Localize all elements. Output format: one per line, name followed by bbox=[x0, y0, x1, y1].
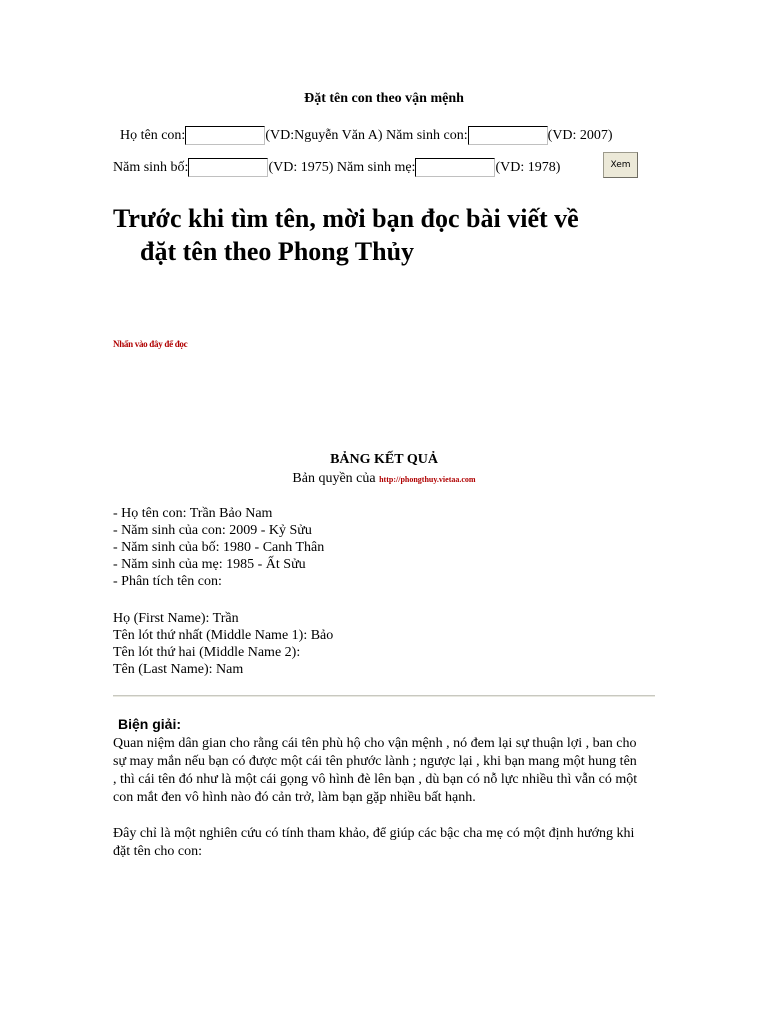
form-row-parents bbox=[113, 158, 560, 177]
mother-year-hint: (VD: 1978) bbox=[495, 159, 561, 175]
explanation-paragraph-2: Đây chỉ là một nghiên cứu có tính tham khảo, để giúp các bậc cha mẹ có một định hướng khi đặt tên cho con: bbox=[113, 826, 635, 859]
result-info-list bbox=[113, 505, 324, 590]
divider bbox=[113, 695, 655, 697]
father-year-hint: (VD: 1975) bbox=[268, 159, 334, 175]
child-name-hint: (VD:Nguyễn Văn A) bbox=[265, 127, 383, 143]
results-title: BẢNG KẾT QUẢ bbox=[330, 452, 438, 467]
headline-line-2: đặt tên theo Phong Thủy bbox=[140, 237, 415, 266]
submit-button[interactable]: Xem bbox=[603, 152, 638, 178]
form-row-child bbox=[120, 126, 613, 145]
list-item: Tên lót thứ nhất (Middle Name 1): Bảo bbox=[113, 628, 334, 643]
list-item: - Năm sinh của con: 2009 - Kỷ Sửu bbox=[113, 523, 312, 538]
child-name-input[interactable] bbox=[185, 126, 265, 145]
list-item: - Phân tích tên con: bbox=[113, 574, 222, 589]
list-item: - Năm sinh của bố: 1980 - Canh Thân bbox=[113, 540, 325, 555]
list-item: - Năm sinh của mẹ: 1985 - Ất Sửu bbox=[113, 557, 306, 572]
mother-year-label: Năm sinh mẹ: bbox=[336, 159, 416, 175]
explanation-text bbox=[113, 735, 643, 879]
list-item: - Họ tên con: Trần Bảo Nam bbox=[113, 506, 273, 521]
copyright-url-link[interactable]: http://phongthuy.vietaa.com bbox=[379, 475, 476, 484]
read-article-link[interactable]: Nhấn vào đây để đọc bbox=[113, 339, 188, 349]
copyright-line bbox=[0, 471, 768, 487]
headline-line-1: Trước khi tìm tên, mời bạn đọc bài viết về bbox=[113, 204, 579, 233]
child-name-label: Họ tên con: bbox=[120, 127, 186, 143]
mother-year-input[interactable] bbox=[415, 158, 495, 177]
list-item: Tên lót thứ hai (Middle Name 2): bbox=[113, 645, 301, 660]
child-year-hint: (VD: 2007) bbox=[547, 127, 613, 143]
child-year-input[interactable] bbox=[468, 126, 548, 145]
list-item: Tên (Last Name): Nam bbox=[113, 662, 244, 677]
list-item: Họ (First Name): Trần bbox=[113, 611, 239, 626]
father-year-input[interactable] bbox=[188, 158, 268, 177]
child-year-label: Năm sinh con: bbox=[386, 127, 468, 143]
father-year-label: Năm sinh bố: bbox=[113, 159, 189, 175]
feng-shui-headline bbox=[113, 202, 673, 268]
explanation-paragraph-1: Quan niệm dân gian cho rằng cái tên phù hộ cho vận mệnh , nó đem lại sự thuận lợi , ban cho sự may mắn nếu bạn có được một cái tên phước lành ; ngược lại , khi bạn mang một hung tên , thì cái tên đó như là một cái gọng vô hình đè lên bạn , dù bạn có nỗ lực nhiều thì vẫn có một con mắt đen vô hình nào đó cản trở, làm bạn gặp nhiều bất hạnh. bbox=[113, 736, 638, 805]
copyright-prefix: Bản quyền của bbox=[292, 471, 376, 486]
explanation-title: Biện giải: bbox=[118, 716, 182, 732]
name-analysis-list bbox=[113, 610, 333, 678]
page-title: Đặt tên con theo vận mệnh bbox=[304, 91, 464, 106]
